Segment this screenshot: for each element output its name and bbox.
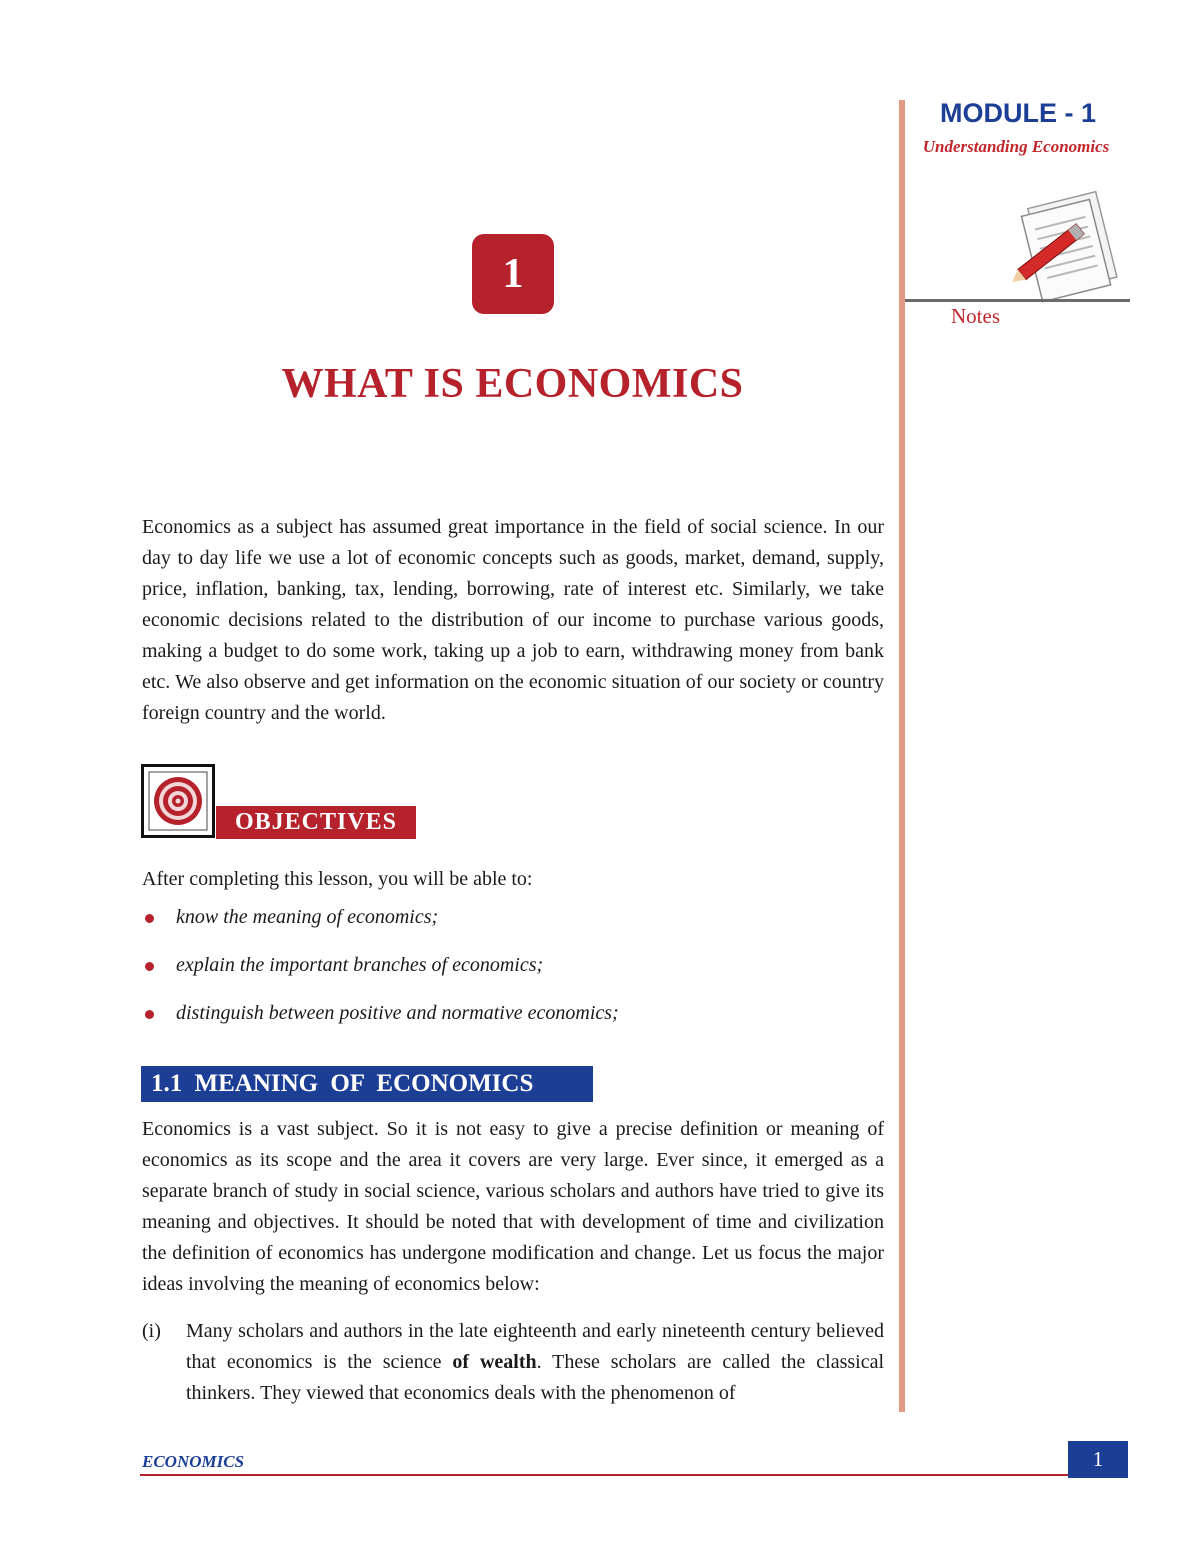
section-paragraph: Economics is a vast subject. So it is not easy to give a precise definition or meaning of economics as its scope and the area it covers are very large. Ever since, it emerged as a separate branch of study in social science, various scholars and authors have tried to give its meaning and objectives. It should be noted that with development of time and civilization the definition of economics has undergone modification and change. Let us focus the major ideas involving the meaning of economics below:	[142, 1118, 884, 1295]
list-item	[142, 950, 884, 998]
footer-label: ECONOMICS	[142, 1452, 245, 1471]
notes-rule	[905, 299, 1130, 302]
chapter-title: WHAT IS ECONOMICS	[281, 361, 744, 407]
point-text: Many scholars and authors in the late eighteenth and early nineteenth century believed that economics is the science	[186, 1320, 884, 1373]
module-title: MODULE - 1	[939, 98, 1096, 128]
point-text-continued: . These scholars are called the classical thinkers. They viewed that economics deals with the phenomenon of	[186, 1351, 885, 1404]
notes-pencil-icon	[1008, 186, 1126, 304]
point-label: (i)	[142, 1320, 161, 1342]
objectives-lead: After completing this lesson, you will be able to:	[142, 868, 533, 890]
objective-text: distinguish between positive and normative economics;	[176, 1002, 619, 1024]
point-paragraph	[186, 1316, 884, 1409]
footer-rule	[140, 1474, 1128, 1476]
point-emphasis: of wealth	[452, 1351, 537, 1373]
section-heading: 1.1 MEANING OF ECONOMICS	[141, 1066, 593, 1102]
objective-text: explain the important branches of economics;	[176, 954, 544, 976]
margin-rule	[899, 100, 905, 1412]
module-subtitle: Understanding Economics	[922, 137, 1110, 156]
bullet-dot-icon	[145, 914, 154, 923]
objective-text: know the meaning of economics;	[176, 906, 439, 928]
chapter-number: 1	[472, 234, 554, 314]
target-icon	[141, 764, 215, 838]
notes-label: Notes	[951, 304, 1000, 328]
objectives-list	[142, 902, 884, 1046]
intro-paragraph: Economics as a subject has assumed great importance in the field of social science. In our day to day life we use a lot of economic concepts such as goods, market, demand, supply, price, inflation, banking, tax, lending, borrowing, rate of interest etc. Similarly, we take economic decisions related to the distribution of our income to purchase various goods, making a budget to do some work, taking up a job to earn, withdrawing money from bank etc. We also observe and get information on the economic situation of our society or country foreign country and the world.	[142, 516, 884, 724]
bullet-dot-icon	[145, 962, 154, 971]
objectives-label: OBJECTIVES	[216, 806, 416, 839]
list-item	[142, 998, 884, 1046]
page-number: 1	[1068, 1441, 1128, 1478]
bullet-dot-icon	[145, 1010, 154, 1019]
list-item	[142, 902, 884, 950]
